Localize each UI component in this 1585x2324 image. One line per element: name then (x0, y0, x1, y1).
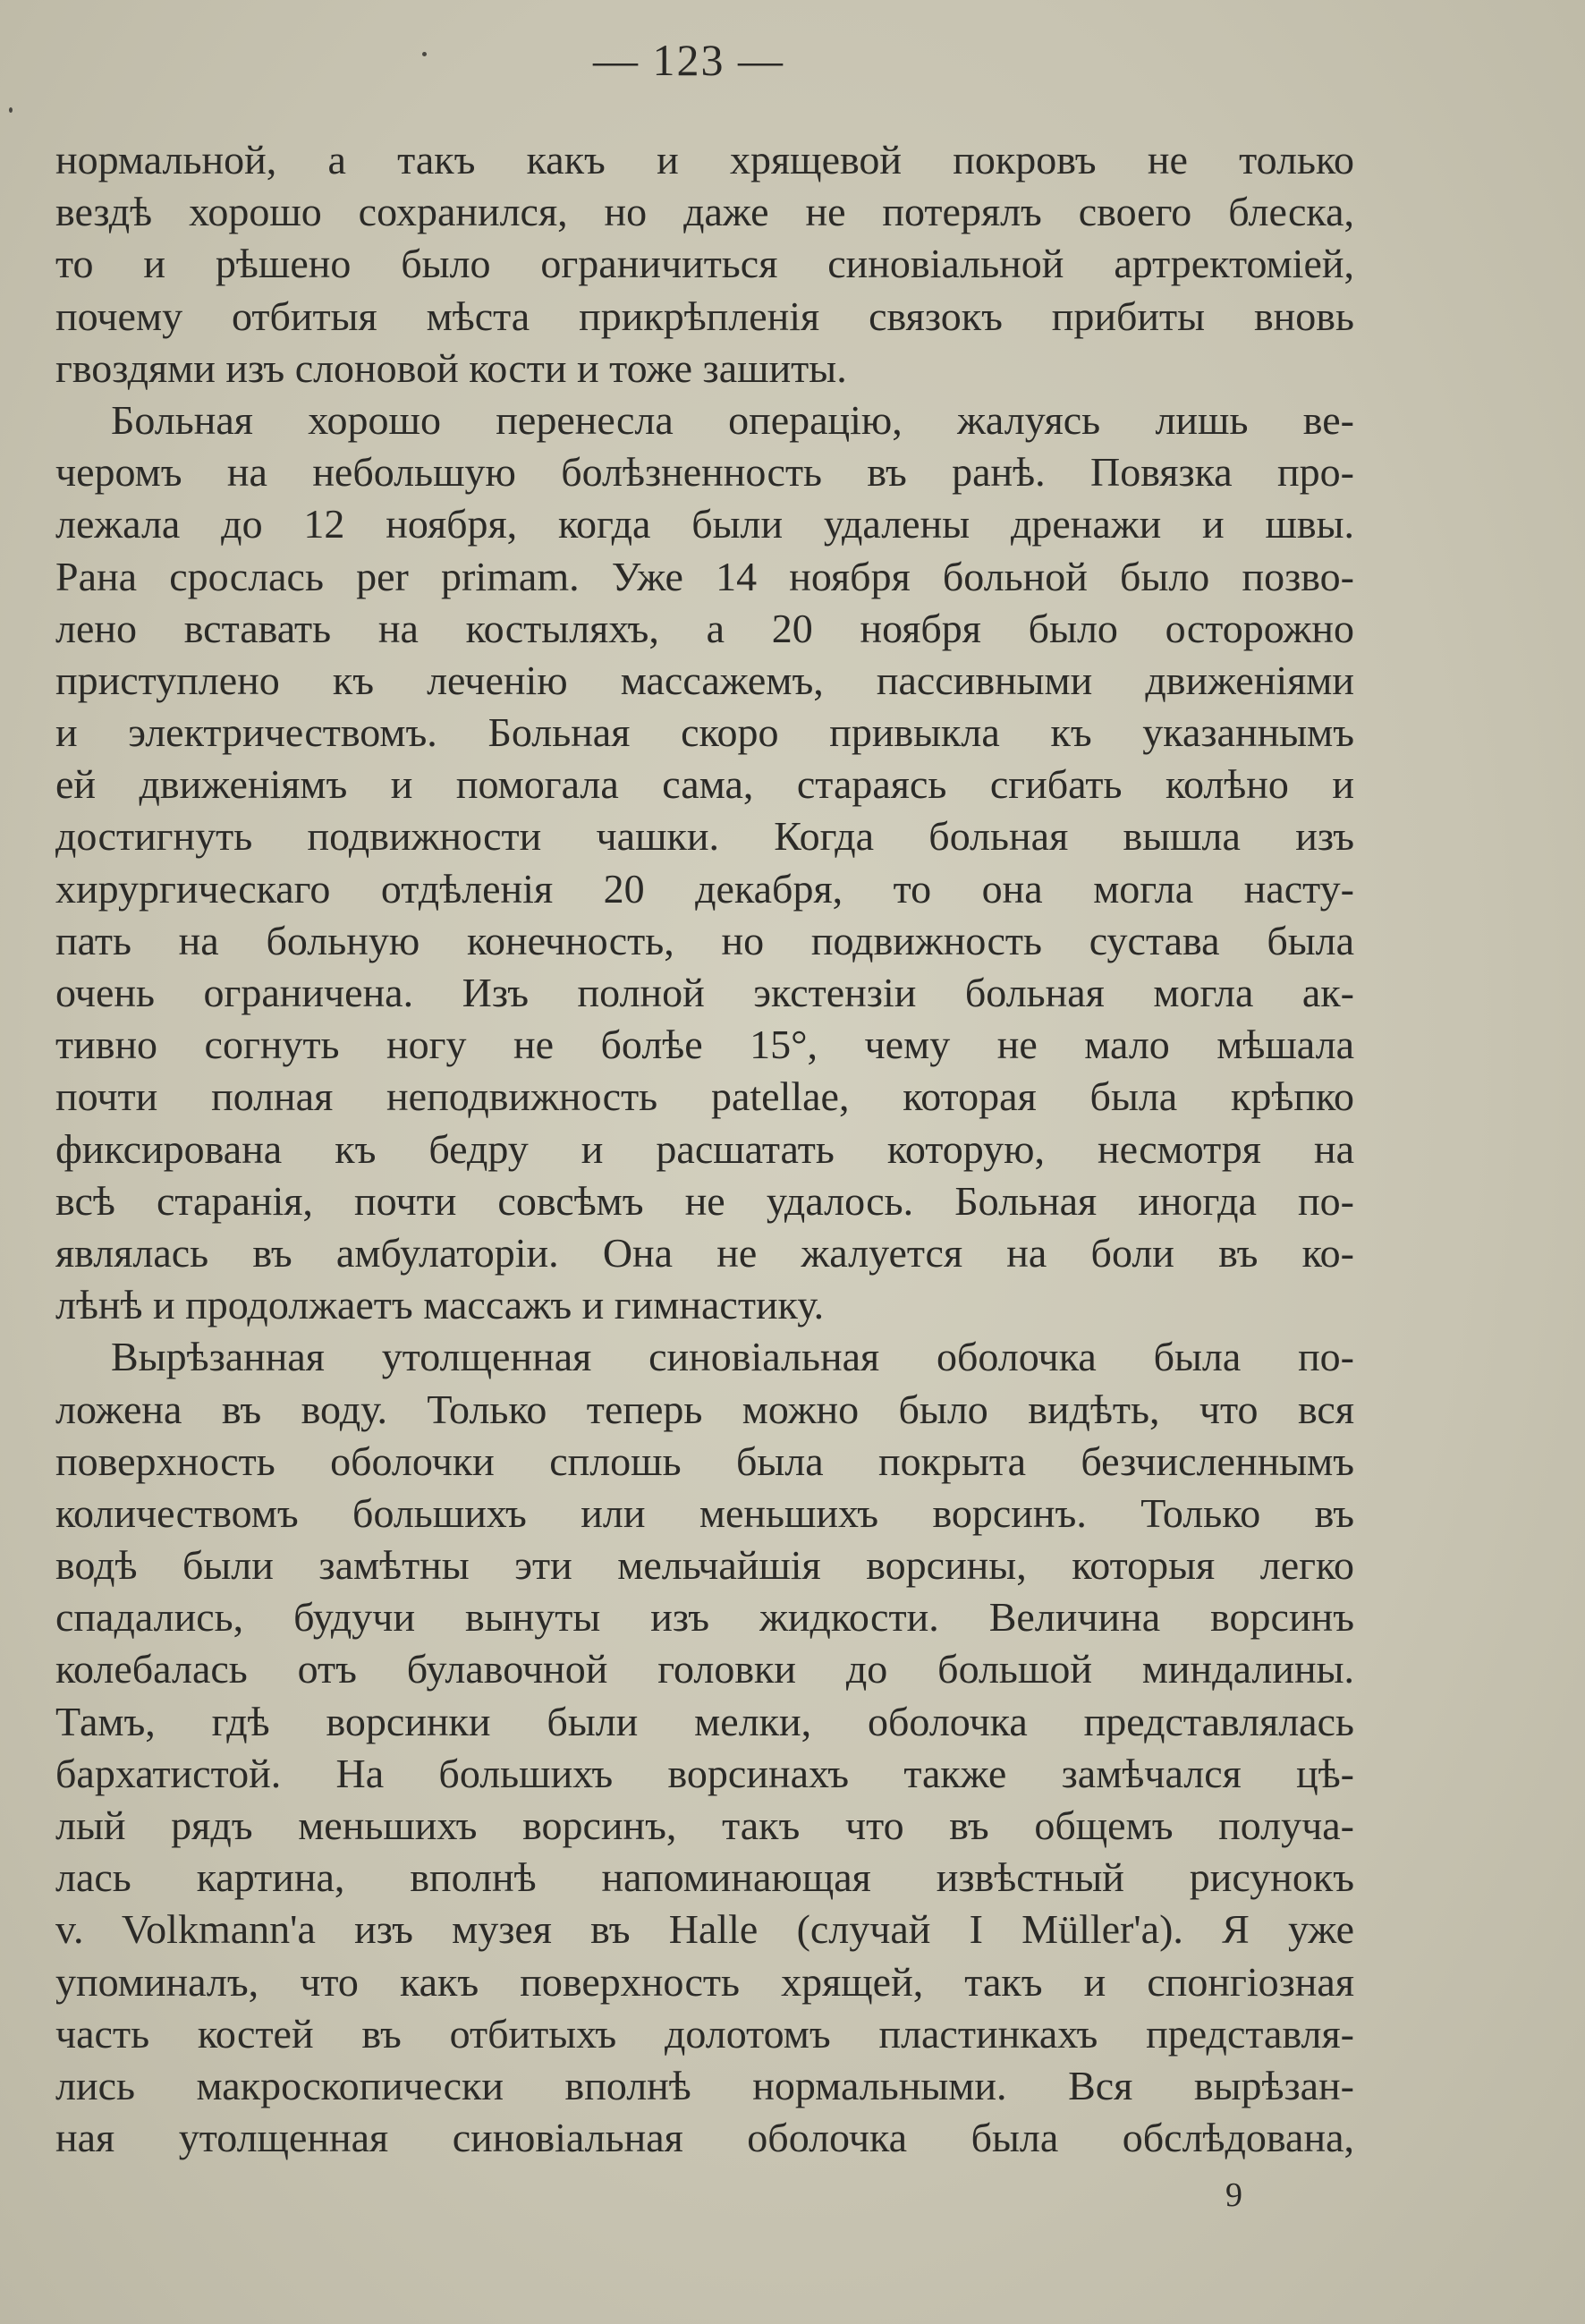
text-line: бархатистой. На большихъ ворсинахъ также замѣчался цѣ- (55, 1750, 1354, 1796)
signature-mark: 9 (1225, 2176, 1242, 2214)
text-line: спадались, будучи вынуты изъ жидкости. Величина ворсинъ (55, 1594, 1354, 1641)
text-line: лый рядъ меньшихъ ворсинъ, такъ что въ общемъ получа- (55, 1802, 1354, 1848)
text-line: водѣ были замѣтны эти мельчайшія ворсины, которыя легко (55, 1542, 1354, 1589)
text-line: хирургическаго отдѣленія 20 декабря, то она могла насту- (55, 865, 1354, 912)
text-line: ей движеніямъ и помогала сама, стараясь сгибать колѣно и (55, 761, 1354, 808)
print-speck (422, 52, 427, 56)
text-line: вездѣ хорошо сохранился, но даже не потерялъ своего блеска, (55, 189, 1354, 235)
text-line: гвоздями изъ слоновой кости и тоже зашиты. (55, 344, 847, 391)
text-line: нормальной, а такъ какъ и хрящевой покровъ не только (55, 137, 1354, 182)
text-line: и электричествомъ. Больная скоро привыкла къ указаннымъ (55, 709, 1354, 756)
text-line: почему отбитыя мѣста прикрѣпленія связокъ прибиты вновь (55, 293, 1354, 339)
text-line: упоминалъ, что какъ поверхность хрящей, такъ и спонгіозная (55, 1958, 1354, 2005)
text-line: приступлено къ леченію массажемъ, пассивными движеніями (55, 657, 1354, 703)
text-line: ложена въ воду. Только теперь можно было видѣть, что вся (55, 1386, 1354, 1432)
text-line: Рана срослась per primam. Уже 14 ноября больной было позво- (55, 553, 1354, 599)
text-line: лено вставать на костыляхъ, а 20 ноября было осторожно (55, 605, 1354, 651)
text-line: количествомъ большихъ или меньшихъ ворсинъ. Только въ (55, 1489, 1354, 1536)
text-line: колебалась отъ булавочной головки до большой миндалины. (55, 1646, 1354, 1692)
text-line: фиксирована къ бедру и расшатать которую, несмотря на (55, 1125, 1354, 1172)
text-line: лѣнѣ и продолжаетъ массажъ и гимнастику. (55, 1282, 825, 1328)
text-line: v. Volkmann'a изъ музея въ Halle (случай I Müller'a). Я уже (55, 1906, 1354, 1953)
text-line: почти полная неподвижность patellae, которая была крѣпко (55, 1073, 1354, 1120)
body-text (55, 134, 1354, 2164)
text-line: ная утолщенная синовіальная оболочка была обслѣдована, (55, 2115, 1354, 2161)
text-line: тивно согнуть ногу не болѣе 15°, чему не мало мѣшала (55, 1022, 1354, 1068)
print-speck (9, 107, 13, 113)
text-line: то и рѣшено было ограничиться синовіальной артректоміей, (55, 241, 1354, 287)
text-line: достигнуть подвижности чашки. Когда больная вышла изъ (55, 813, 1354, 860)
paragraph-start-line: Больная хорошо перенесла операцію, жалуясь лишь ве- (111, 396, 1354, 443)
page-number-header: — 123 — (593, 35, 784, 85)
text-line: часть костей въ отбитыхъ долотомъ пластинкахъ представля- (55, 2010, 1354, 2057)
text-line: лежала до 12 ноября, когда были удалены дренажи и швы. (55, 501, 1354, 547)
text-line: пать на больную конечность, но подвижность сустава была (55, 917, 1354, 963)
text-line: очень ограничена. Изъ полной экстензіи больная могла ак- (55, 970, 1354, 1015)
text-line: лась картина, вполнѣ напоминающая извѣстный рисунокъ (55, 1854, 1354, 1901)
text-line: являлась въ амбулаторіи. Она не жалуется на боли въ ко- (55, 1229, 1354, 1276)
text-line: поверхность оболочки сплошь была покрыта безчисленнымъ (55, 1438, 1354, 1484)
paragraph-start-line: Вырѣзанная утолщенная синовіальная оболочка была по- (111, 1334, 1354, 1380)
text-line: черомъ на небольшую болѣзненность въ ранѣ. Повязка про- (55, 449, 1354, 496)
text-line: всѣ старанія, почти совсѣмъ не удалось. Больная иногда по- (55, 1177, 1354, 1224)
text-line: Тамъ, гдѣ ворсинки были мелки, оболочка представлялась (55, 1698, 1354, 1744)
text-line: лись макроскопически вполнѣ нормальными. Вся вырѣзан- (55, 2062, 1354, 2108)
